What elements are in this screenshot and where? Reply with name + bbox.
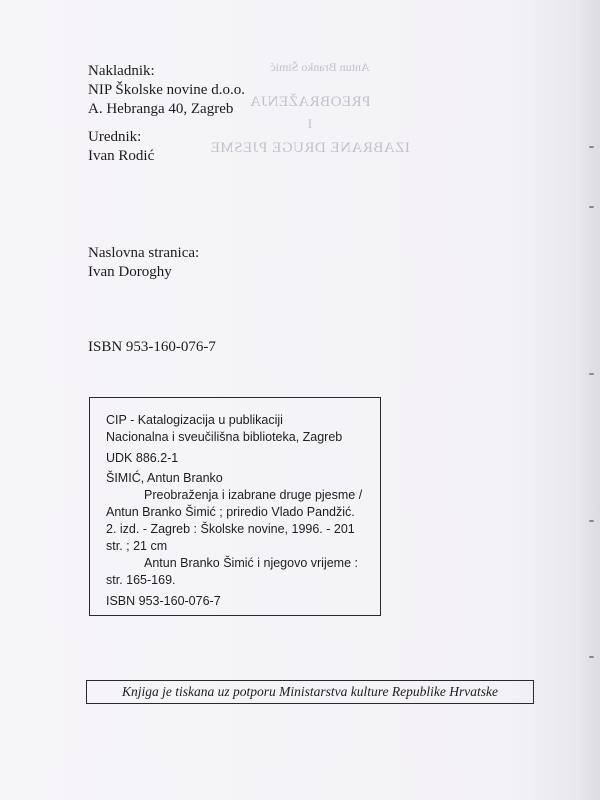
cip-responsibility: Antun Branko Šimić ; priredio Vlado Pandžić.	[106, 505, 355, 519]
publisher-name: NIP Školske novine d.o.o.	[88, 82, 245, 98]
binding-mark	[589, 146, 594, 148]
cip-title: Preobraženja i izabrane druge pjesme /	[144, 488, 363, 502]
binding-mark	[589, 206, 594, 208]
cip-note: Antun Branko Šimić i njegovo vrijeme :	[144, 556, 358, 570]
binding-mark	[589, 373, 594, 375]
cip-edition: 2. izd. - Zagreb : Školske novine, 1996. - 201	[106, 522, 355, 536]
binding-mark	[589, 520, 594, 522]
editor-label: Urednik:	[88, 129, 142, 145]
isbn-line: ISBN 953-160-076-7	[88, 339, 216, 355]
show-through-author: Antun Branko Šimić	[270, 60, 370, 74]
cip-isbn: ISBN 953-160-076-7	[106, 594, 221, 608]
editor-block	[88, 128, 154, 166]
cover-block	[88, 244, 199, 282]
cip-note-pages: str. 165-169.	[106, 573, 176, 587]
cip-author: ŠIMIĆ, Antun Branko	[106, 471, 223, 485]
publisher-block	[88, 62, 245, 119]
cover-label: Naslovna stranica:	[88, 245, 200, 261]
cip-record-box	[89, 397, 381, 616]
show-through-title-line-1: PREOBRAŽENJA	[249, 94, 371, 110]
show-through-title-line-2: I	[307, 116, 313, 131]
cip-library: Nacionalna i sveučilišna biblioteka, Zagreb	[106, 430, 343, 444]
cip-extent: str. ; 21 cm	[106, 539, 168, 553]
cip-udk: UDK 886.2-1	[106, 451, 179, 465]
publisher-label: Nakladnik:	[88, 63, 155, 79]
editor-name: Ivan Rodić	[88, 148, 155, 164]
cover-name: Ivan Doroghy	[88, 264, 172, 280]
publisher-address: A. Hebranga 40, Zagreb	[88, 101, 234, 117]
show-through-title-line-3: IZABRANE DRUGE PJESME	[210, 140, 410, 156]
binding-mark	[589, 656, 594, 658]
support-note: Knjiga je tiskana uz potporu Ministarstva kulture Republike Hrvatske	[86, 680, 534, 704]
cip-heading: CIP - Katalogizacija u publikaciji	[106, 413, 283, 427]
